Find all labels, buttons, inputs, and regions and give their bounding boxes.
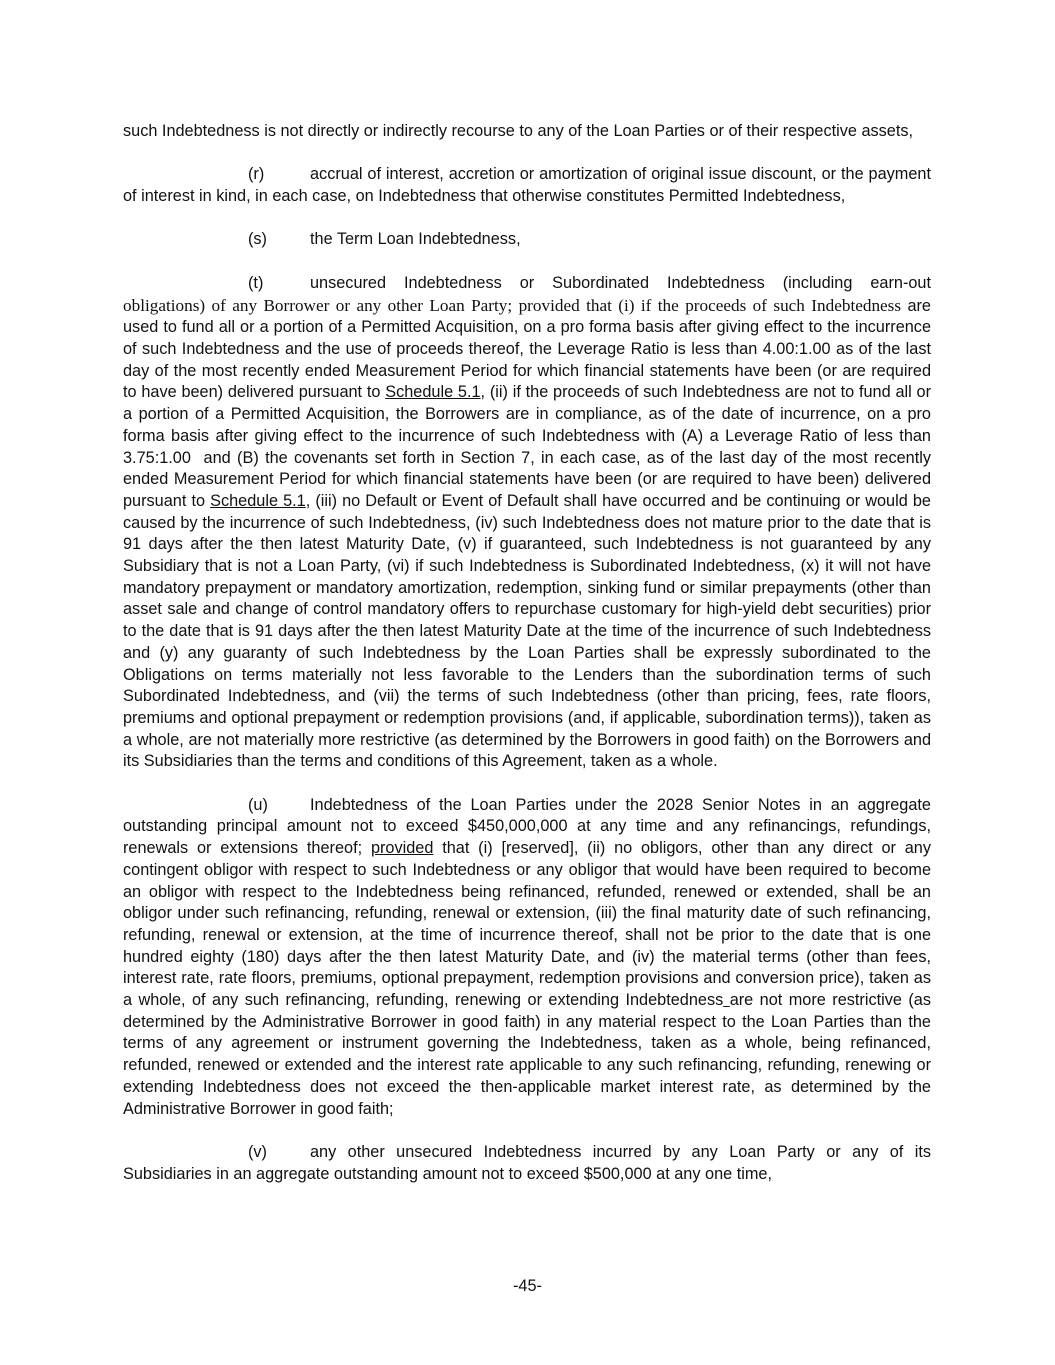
paragraph-label: (u)	[248, 795, 268, 814]
text-segment: the Term Loan Indebtedness,	[310, 230, 521, 249]
text-segment: Schedule 5.1	[385, 383, 481, 402]
paragraph-label: (t)	[248, 273, 264, 292]
page-footer	[0, 1276, 1055, 1298]
paragraph-t	[123, 273, 931, 773]
text-segment: are not more restrictive (as determined by the Administrative Borrower in good faith) in any material respect to the Loan Parties than the terms of any agreement or instrument governing the Indebtedness, taken as a whole, being refinanced, refunded, renewed or extended and the interest rate applicable to any such refinancing, refunding, renewing or extending Indebtedness does not exceed the then-applicable market interest rate, as determined by the Administrative Borrower in good faith;	[123, 991, 931, 1118]
paragraph-r	[123, 164, 931, 207]
text-segment: such Indebtedness is not directly or indirectly recourse to any of the Loan Parties or of their respective assets,	[123, 122, 914, 140]
document-body	[123, 121, 931, 1207]
paragraph-label: (r)	[248, 165, 265, 184]
text-segment: any other unsecured Indebtedness incurred by any Loan Party or any of its Subsidiaries in an aggregate outstanding amount not to exceed $500,000 at any one time,	[123, 1142, 931, 1183]
text-segment: that (i) [reserved], (ii) no obligors, other than any direct or any contingent obligor with respect to such Indebtedness or any obligor that would have been required to become an obligor with respect to the Indebtedness being refinanced, refunded, renewed or extended, shall be an obligor under such refinancing, refunding, renewal or extension, (iii) the final maturity date of such refinancing, refunding, renewal or extension, at the time of incurrence thereof, shall not be prior to the date that is one hundred eighty (180) days after the then latest Maturity Date, and (iv) the material terms (other than fees, interest rate, rate floors, premiums, optional prepayment, redemption provisions and conversion price), taken as a whole, of any such refinancing, refunding, renewing or extending Indebtedness	[123, 839, 931, 1010]
paragraph-text	[310, 230, 521, 248]
paragraph-text	[123, 122, 913, 140]
paragraph-continuation	[123, 121, 931, 143]
paragraph-v	[123, 1142, 931, 1185]
paragraph-s	[123, 229, 931, 251]
paragraph-text	[123, 1143, 931, 1183]
text-segment: obligations) of any Borrower or any other Loan Party; provided that (i) if the proceeds of such Indebtedness	[123, 295, 908, 315]
text-segment: Schedule 5.1	[210, 491, 306, 510]
text-segment: , (iii) no Default or Event of Default shall have occurred and be continuing or would be caused by the incurrence of such Indebtedness, (iv) such Indebtedness does not mature prior to the date that is 91 days after the then latest Maturity Date, (v) if guaranteed, such Indebtedness is not guaranteed by any Subsidiary that is not a Loan Party, (vi) if such Indebtedness is Subordinated Indebtedness, (x) it will not have mandatory prepayment or mandatory amortization, redemption, sinking fund or similar prepayments (other than asset sale and change of control mandatory offers to repurchase customary for high-yield debt securities) prior to the date that is 91 days after the then latest Maturity Date at the time of the incurrence of such Indebtedness and (y) any guaranty of such Indebtedness by the Loan Parties shall be expressly subordinated to the Obligations on terms materially not less favorable to the Lenders than the subordination terms of such Subordinated Indebtedness, and (vii) the terms of such Indebtedness (other than pricing, fees, rate floors, premiums and optional prepayment or redemption provisions (and, if applicable, subordination terms)), taken as a whole, are not materially more restrictive (as determined by the Borrowers in good faith) on the Borrowers and its Subsidiaries than the terms and conditions of this Agreement, taken as a whole.	[123, 491, 931, 771]
text-segment: Indebtedness of the Loan Parties under the 2028 Senior Notes in an aggregate outstanding principal amount not to exceed $450,000,000 at any time and any refinancings, refundings, renewals or extensions thereof;	[123, 795, 931, 858]
text-segment: , (ii) if the proceeds of such Indebtedness are not to fund all or a portion of a Permitted Acquisition, the Borrowers are in compliance, as of the date of incurrence, on a pro forma basis after giving effect to the incurrence of such Indebtedness with (A) a Leverage Ratio of less than 3.75:1.00 and (B) the covenants set forth in Section 7, in each case, as of the last day of the most recently ended Measurement Period for which financial statements have been (or are required to have been) delivered pursuant to	[123, 383, 931, 510]
paragraph-label: (s)	[248, 230, 267, 249]
paragraph-text	[123, 274, 931, 770]
text-segment: unsecured Indebtedness or Subordinated Indebtedness (including earn-out	[310, 273, 931, 292]
paragraph-u	[123, 795, 931, 1121]
text-segment: are used to fund all or a portion of a Permitted Acquisition, on a pro forma basis after giving effect to the incurrence of such Indebtedness and the use of proceeds thereof, the Leverage Ratio is less than 4.00:1.00 as of the last day of the most recently ended Measurement Period for which financial statements have been (or are required to have been) delivered pursuant to	[123, 296, 931, 402]
text-segment: accrual of interest, accretion or amortization of original issue discount, or the payment of interest in kind, in each case, on Indebtedness that otherwise constitutes Permitted Indebtedness,	[123, 165, 931, 206]
paragraph-text	[123, 796, 931, 1118]
page-number: -45-	[513, 1277, 542, 1295]
paragraph-text	[123, 165, 931, 205]
paragraph-label: (v)	[248, 1142, 267, 1161]
text-segment: provided	[370, 839, 434, 858]
